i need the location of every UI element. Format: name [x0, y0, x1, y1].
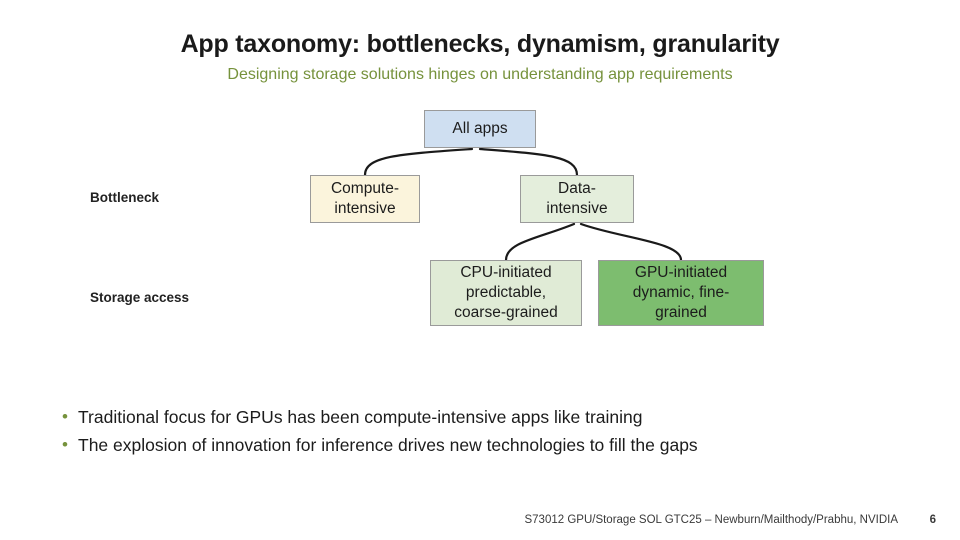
node-data-intensive[interactable] — [520, 175, 634, 223]
node-all-apps[interactable] — [424, 110, 536, 148]
bullet-marker-icon: • — [62, 407, 68, 426]
row-label-bottleneck: Bottleneck — [90, 190, 160, 205]
node-cpu-initiated-line2: predictable, — [465, 284, 547, 302]
bullet-marker-icon: • — [62, 435, 68, 454]
node-all-apps-label: All apps — [452, 120, 508, 138]
node-cpu-initiated[interactable] — [430, 260, 582, 326]
node-gpu-initiated-line2: dynamic, fine- — [632, 284, 730, 302]
node-data-intensive-line2: intensive — [546, 200, 608, 217]
node-gpu-initiated-line1: GPU-initiated — [634, 264, 728, 282]
list-item — [62, 432, 902, 458]
node-gpu-initiated-line3: grained — [655, 303, 707, 321]
node-data-intensive-line1: Data- — [558, 180, 596, 198]
node-cpu-initiated-line1: CPU-initiated — [460, 264, 552, 282]
taxonomy-diagram — [0, 100, 960, 360]
node-compute-intensive[interactable] — [310, 175, 420, 223]
bullet-list — [62, 404, 902, 460]
page-title: App taxonomy: bottlenecks, dynamism, granularity — [180, 30, 780, 58]
node-compute-intensive-line2: intensive — [334, 200, 396, 217]
page-number: 6 — [929, 514, 936, 526]
bullet-text: Traditional focus for GPUs has been compute-intensive apps like training — [78, 407, 643, 427]
footer-credit: S73012 GPU/Storage SOL GTC25 – Newburn/Mailthody/Prabhu, NVIDIA — [524, 514, 898, 526]
bullet-text: The explosion of innovation for inference drives new technologies to fill the gaps — [78, 435, 698, 455]
row-label-storage-access: Storage access — [90, 290, 190, 305]
list-item — [62, 404, 902, 430]
node-cpu-initiated-line3: coarse-grained — [454, 303, 558, 321]
node-compute-intensive-line1: Compute- — [330, 180, 400, 198]
page-subtitle: Designing storage solutions hinges on understanding app requirements — [227, 66, 733, 83]
node-gpu-initiated[interactable] — [598, 260, 764, 326]
